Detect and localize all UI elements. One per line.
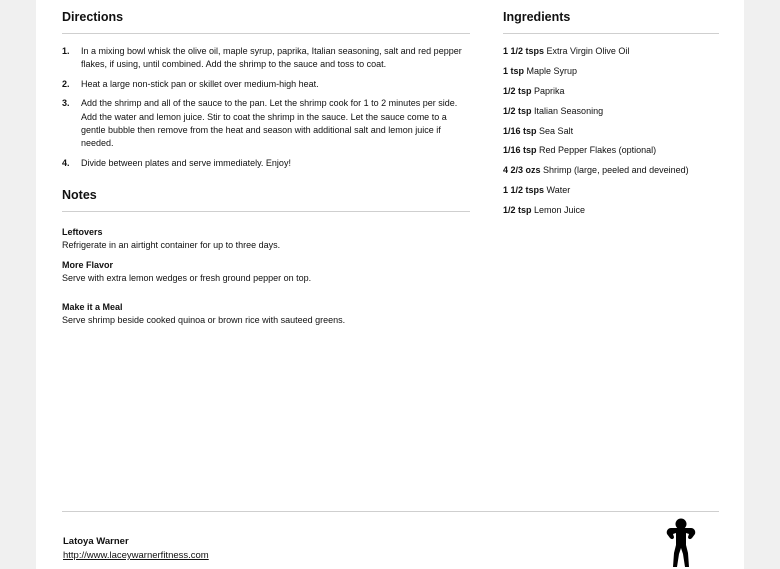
ingredient-qty: 1 1/2 tsps [503, 185, 545, 196]
step-number: 2. [62, 78, 70, 89]
ingredient-name: Water [546, 185, 571, 196]
direction-step [62, 45, 470, 72]
directions-heading: Directions [62, 10, 470, 34]
note-title: Make it a Meal [62, 302, 123, 313]
note-text: Serve with extra lemon wedges or fresh ground pepper on top. [62, 273, 312, 284]
direction-step [62, 78, 470, 91]
ingredient-name: Italian Seasoning [534, 105, 604, 116]
step-number: 3. [62, 98, 70, 109]
ingredient-qty: 4 2/3 ozs [503, 165, 541, 176]
direction-step [62, 97, 470, 151]
ingredients-heading: Ingredients [503, 10, 719, 34]
ingredient-qty: 1/2 tsp [503, 205, 532, 216]
ingredient-qty: 1/2 tsp [503, 85, 532, 96]
ingredient-item [503, 105, 719, 117]
note-text: Serve shrimp beside cooked quinoa or brown rice with sauteed greens. [62, 315, 346, 326]
ingredient-qty: 1 1/2 tsps [503, 46, 545, 56]
ingredient-name: Paprika [534, 85, 565, 96]
ingredient-name: Lemon Juice [534, 205, 586, 216]
ingredient-name: Extra Virgin Olive Oil [546, 46, 630, 56]
directions-list [62, 45, 470, 170]
step-text: In a mixing bowl whisk the olive oil, maple syrup, paprika, Italian seasoning, salt and red pepper flakes, if using, until combined. Add the shrimp to the sauce and toss to coat. [81, 46, 462, 70]
ingredient-name: Sea Salt [539, 125, 574, 136]
note-text: Refrigerate in an airtight container for up to three days. [62, 240, 281, 251]
ingredient-item [503, 144, 719, 156]
ingredient-item [503, 45, 719, 57]
note-item [62, 259, 470, 285]
left-column [62, 10, 470, 327]
ingredient-qty: 1/16 tsp [503, 145, 537, 156]
website-link[interactable]: http://www.laceywarnerfitness.com [63, 550, 209, 561]
ingredient-qty: 1/2 tsp [503, 105, 532, 116]
note-item [62, 301, 470, 327]
ingredients-list [503, 45, 719, 216]
ingredient-name: Red Pepper Flakes (optional) [539, 145, 657, 156]
ingredient-item [503, 164, 719, 176]
ingredient-qty: 1/16 tsp [503, 125, 537, 136]
notes-heading: Notes [62, 188, 470, 212]
ingredient-item [503, 125, 719, 137]
recipe-page [36, 0, 744, 569]
ingredient-item [503, 184, 719, 196]
step-number: 1. [62, 46, 70, 56]
ingredient-name: Maple Syrup [526, 65, 578, 76]
right-column [503, 10, 719, 224]
ingredient-qty: 1 tsp [503, 65, 525, 76]
author-name: Latoya Warner [63, 536, 129, 547]
ingredient-name: Shrimp (large, peeled and deveined) [543, 165, 689, 176]
step-text: Add the shrimp and all of the sauce to the pan. Let the shrimp cook for 1 to 2 minutes per side. Add the water and lemon juice. Stir to coat the shrimp in the sauce. Let the sauce come to a gentle bubble then remove from the heat and season with additional salt and lemon juice if needed. [81, 98, 458, 149]
ingredient-item [503, 85, 719, 97]
note-title: More Flavor [62, 260, 114, 271]
direction-step [62, 157, 470, 170]
ingredient-item [503, 204, 719, 216]
ingredient-item [503, 65, 719, 77]
note-title: Leftovers [62, 227, 103, 238]
step-text: Heat a large non-stick pan or skillet over medium-high heat. [81, 78, 319, 89]
footer-divider [62, 511, 719, 512]
step-number: 4. [62, 157, 70, 168]
note-item [62, 226, 470, 252]
flexing-figure-icon [663, 517, 699, 569]
step-text: Divide between plates and serve immediately. Enjoy! [81, 157, 291, 168]
